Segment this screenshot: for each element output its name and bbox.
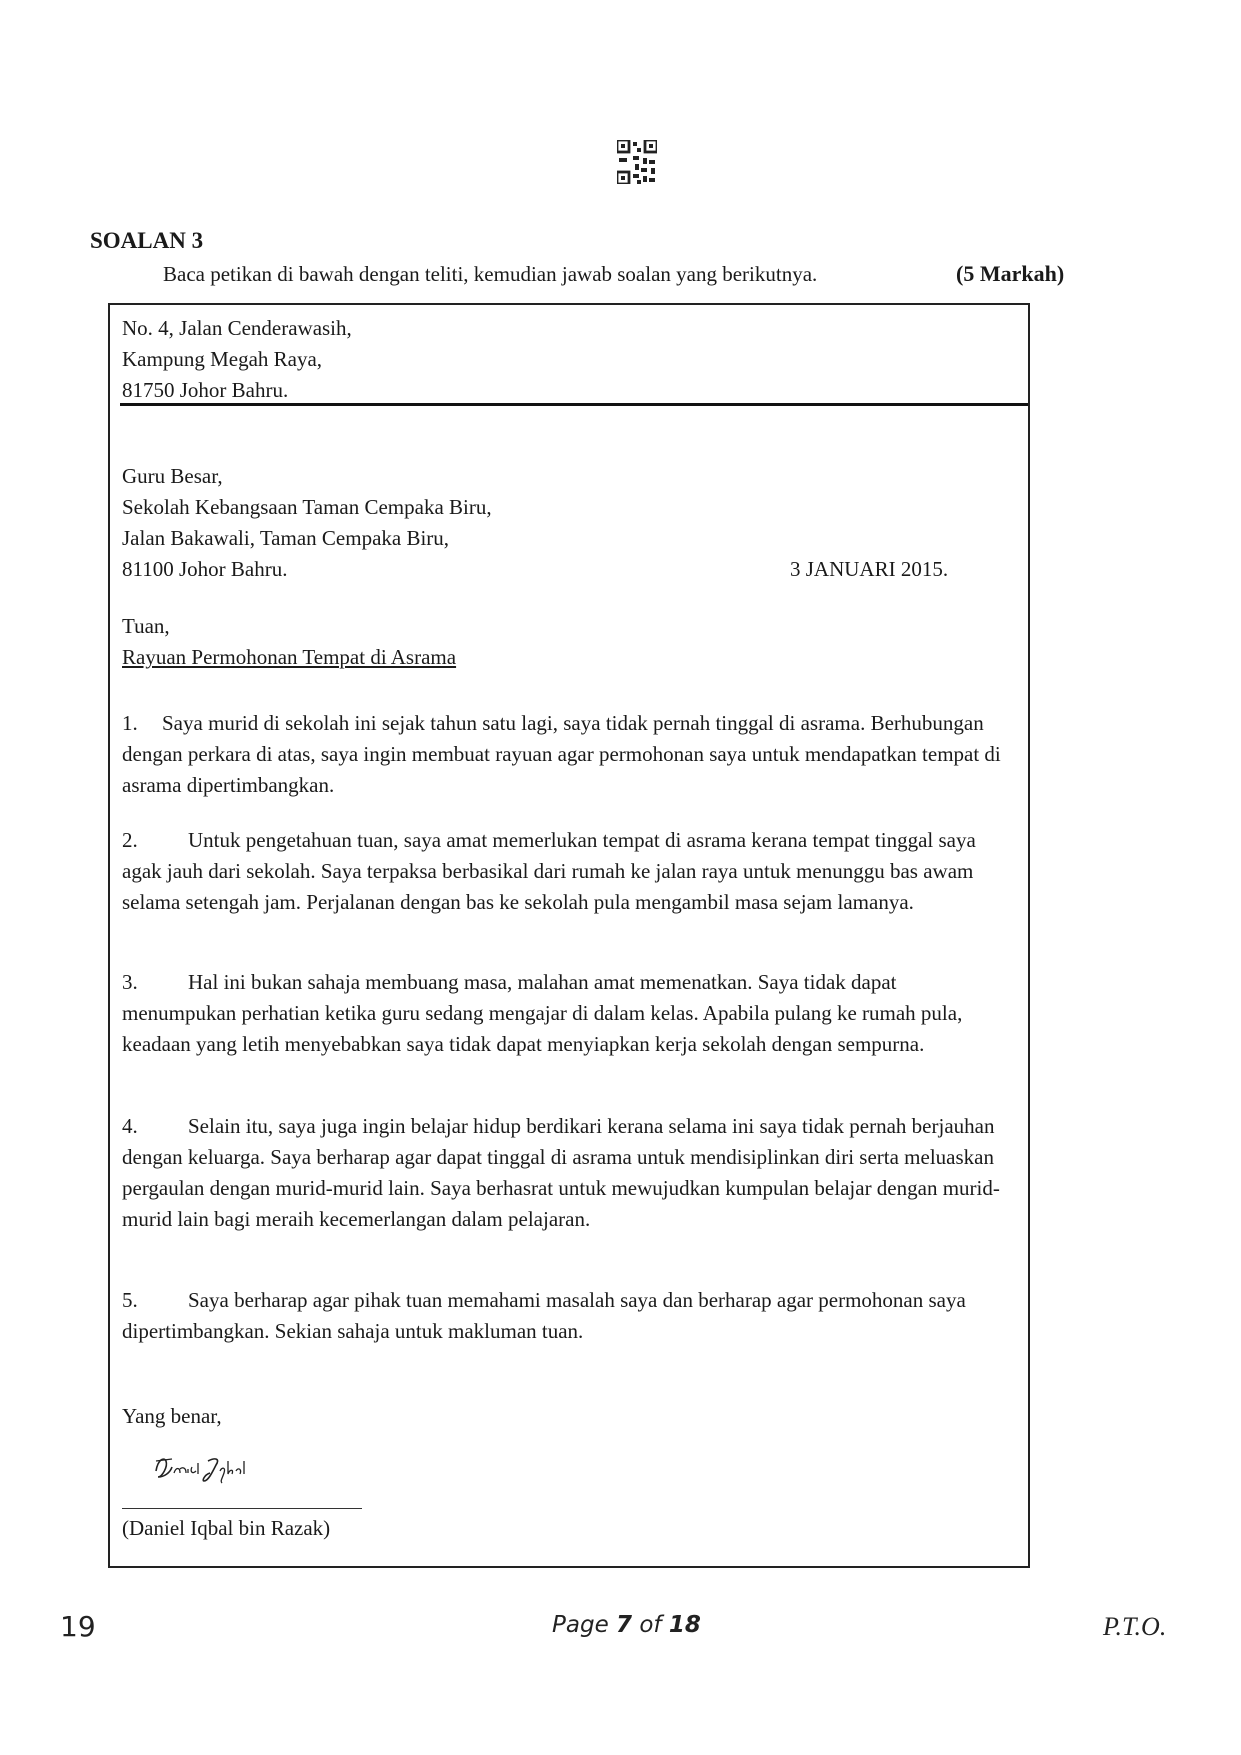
pto-label: P.T.O.	[1103, 1612, 1167, 1641]
sender-address-line: Kampung Megah Raya,	[122, 347, 323, 371]
letter-subject: Rayuan Permohonan Tempat di Asrama	[122, 645, 457, 669]
paragraph-number: 5.	[122, 1288, 138, 1312]
recipient-address	[122, 461, 492, 585]
letter-date: 3 JANUARI 2015.	[790, 557, 949, 581]
closing: Yang benar,	[122, 1404, 222, 1428]
sender-divider	[120, 403, 1028, 406]
letter-paragraph	[122, 1285, 1012, 1347]
qr-code-icon	[617, 140, 657, 184]
paragraph-text: Saya murid di sekolah ini sejak tahun satu lagi, saya tidak pernah tinggal di asrama. Berhubungan dengan perkara di atas, saya ingin membuat rayuan agar permohonan saya untuk mendapatkan tempat di asrama dipertimbangkan.	[122, 711, 1001, 797]
paragraph-number: 4.	[122, 1114, 138, 1138]
question-title: SOALAN 3	[90, 228, 204, 253]
page-total: 18	[668, 1612, 701, 1638]
letter-box	[108, 303, 1030, 1568]
page-number	[552, 1612, 701, 1638]
recipient-address-line: Sekolah Kebangsaan Taman Cempaka Biru,	[122, 495, 492, 519]
footer-code: 19	[60, 1610, 96, 1643]
salutation: Tuan,	[122, 614, 170, 638]
sender-address-line: No. 4, Jalan Cenderawasih,	[122, 316, 352, 340]
recipient-address-line: Jalan Bakawali, Taman Cempaka Biru,	[122, 526, 450, 550]
instruction-text: Baca petikan di bawah dengan teliti, kemudian jawab soalan yang berikutnya.	[163, 262, 818, 286]
marks-label: (5 Markah)	[956, 261, 1065, 286]
recipient-address-line: Guru Besar,	[122, 464, 223, 488]
paragraph-text: Untuk pengetahuan tuan, saya amat memerlukan tempat di asrama kerana tempat tinggal saya agak jauh dari sekolah. Saya terpaksa berbasikal dari rumah ke jalan raya untuk menunggu bas awam selama setengah jam. Perjalanan dengan bas ke sekolah pula mengambil masa sejam lamanya.	[122, 828, 976, 914]
paragraph-text: Selain itu, saya juga ingin belajar hidup berdikari kerana selama ini saya tidak pernah berjauhan dengan keluarga. Saya berharap agar dapat tinggal di asrama untuk mendisiplinkan diri serta meluaskan pergaulan dengan murid-murid lain. Saya berhasrat untuk mewujudkan kumpulan belajar dengan murid-murid lain bagi meraih kecemerlangan dalam pelajaran.	[122, 1114, 1000, 1231]
letter-paragraph	[122, 708, 1012, 801]
letter-paragraph	[122, 967, 1012, 1060]
letter-paragraph	[122, 825, 1012, 918]
page-prefix: Page	[552, 1612, 617, 1638]
paragraph-number: 1.	[122, 711, 138, 735]
paragraph-text: Hal ini bukan sahaja membuang masa, malahan amat memenatkan. Saya tidak dapat menumpukan perhatian ketika guru sedang mengajar di dalam kelas. Apabila pulang ke rumah pula, keadaan yang letih menyebabkan saya tidak dapat menyiapkan kerja sekolah dengan sempurna.	[122, 970, 963, 1056]
signer-name: (Daniel Iqbal bin Razak)	[122, 1516, 331, 1540]
paragraph-number: 2.	[122, 828, 138, 852]
page-current: 7	[616, 1612, 633, 1638]
recipient-address-line: 81100 Johor Bahru.	[122, 557, 288, 581]
signature-line	[122, 1508, 362, 1509]
signature	[150, 1447, 270, 1487]
question-instruction	[163, 262, 1083, 287]
page-of: of	[632, 1612, 669, 1638]
paragraph-text: Saya berharap agar pihak tuan memahami masalah saya dan berharap agar permohonan saya dipertimbangkan. Sekian sahaja untuk makluman tuan.	[122, 1288, 966, 1343]
sender-address	[122, 313, 352, 406]
paragraph-number: 3.	[122, 970, 138, 994]
letter-paragraph	[122, 1111, 1012, 1235]
sender-address-line: 81750 Johor Bahru.	[122, 378, 289, 402]
